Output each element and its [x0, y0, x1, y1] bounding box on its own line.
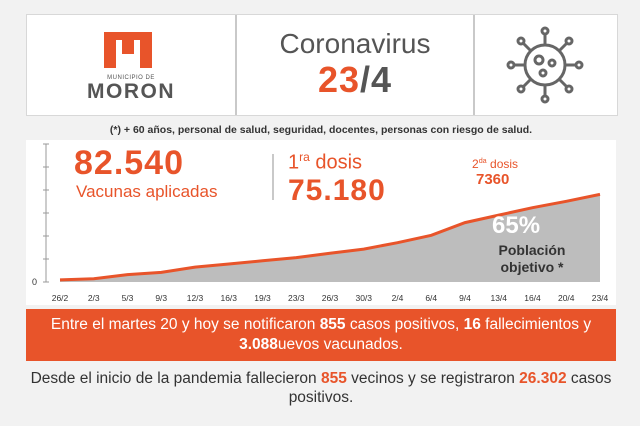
- coverage-label: [474, 242, 590, 276]
- pandemic-summary: [26, 369, 616, 407]
- x-axis-label: 16/3: [220, 293, 238, 303]
- x-axis-label: 26/2: [51, 293, 69, 303]
- first-dose-word: dosis: [315, 151, 363, 174]
- weekly-summary-banner: [26, 309, 616, 361]
- logo-subtitle: MUNICIPIO DE: [107, 74, 155, 81]
- y-axis-zero-label: 0: [32, 277, 38, 287]
- banner-vaccinated: 3.088: [239, 336, 278, 353]
- second-dose-value: 7360: [476, 171, 510, 188]
- title-block: [235, 15, 475, 115]
- second-dose-ordinal: 2: [472, 157, 479, 171]
- date-day: 23: [317, 59, 360, 100]
- x-axis-label: 9/4: [459, 293, 471, 303]
- x-axis-label: 6/4: [425, 293, 438, 303]
- summary-cases: 26.302: [519, 370, 567, 387]
- x-axis-labels: [52, 293, 609, 303]
- banner-cases: 855: [319, 316, 346, 333]
- virus-icon: [501, 26, 589, 104]
- x-axis-label: 5/3: [121, 293, 134, 303]
- x-axis-label: 12/3: [186, 293, 204, 303]
- x-axis-label: 2/4: [391, 293, 404, 303]
- banner-text-4: uevos vacunados.: [277, 336, 403, 353]
- date-month: 4: [371, 59, 393, 100]
- first-dose-value: 75.180: [288, 174, 386, 207]
- x-axis-label: 16/4: [524, 293, 541, 303]
- x-axis-label: 9/3: [155, 293, 168, 303]
- second-dose-word: dosis: [490, 157, 519, 171]
- x-axis-label: 13/4: [490, 293, 508, 303]
- vaccination-chart: [26, 140, 616, 305]
- second-dose-label: [472, 156, 518, 171]
- virus-illustration: [473, 15, 617, 115]
- moron-logo-icon: [100, 28, 162, 72]
- banner-text-1: Entre el martes 20 y hoy se notificaron: [50, 316, 320, 333]
- logo-name: MORON: [87, 79, 175, 103]
- x-axis-label: 20/4: [557, 293, 575, 303]
- date-separator: /: [360, 59, 372, 100]
- kpi-divider: [272, 154, 274, 200]
- first-dose-ordinal-suffix: ra: [299, 150, 310, 164]
- summary-text-3: casos positivos.: [288, 370, 612, 406]
- coverage-percent: 65%: [492, 212, 541, 239]
- report-date: [237, 59, 473, 101]
- first-dose-label: [288, 150, 362, 175]
- target-population-note: (*) + 60 años, personal de salud, seguridad, docentes, personas con riesgo de salud.: [109, 124, 533, 136]
- summary-text-2: vecinos y se registraron: [346, 370, 520, 387]
- x-axis-label: 23/4: [591, 293, 609, 303]
- page-title: Coronavirus: [279, 28, 431, 59]
- header-panel: [26, 14, 618, 116]
- coverage-label-line2: objetivo *: [500, 259, 564, 275]
- x-axis-label: 23/3: [287, 293, 305, 303]
- banner-text-2: casos positivos,: [345, 316, 464, 333]
- banner-deaths: 16: [463, 316, 481, 333]
- total-vaccines-value: 82.540: [74, 144, 184, 182]
- x-axis-label: 30/3: [355, 293, 373, 303]
- coverage-label-line1: Población: [498, 242, 566, 258]
- first-dose-ordinal: 1: [288, 151, 300, 174]
- municipality-logo: [27, 15, 235, 115]
- x-axis-label: 26/3: [321, 293, 339, 303]
- x-axis-label: 19/3: [254, 293, 271, 303]
- second-dose-ordinal-suffix: da: [478, 156, 487, 165]
- x-axis-label: 2/3: [87, 293, 100, 303]
- total-vaccines-label: Vacunas aplicadas: [76, 182, 218, 201]
- summary-text-1: Desde el inicio de la pandemia fallecieron: [30, 370, 321, 387]
- banner-text-3: fallecimientos y: [480, 316, 592, 333]
- summary-deaths: 855: [320, 370, 347, 387]
